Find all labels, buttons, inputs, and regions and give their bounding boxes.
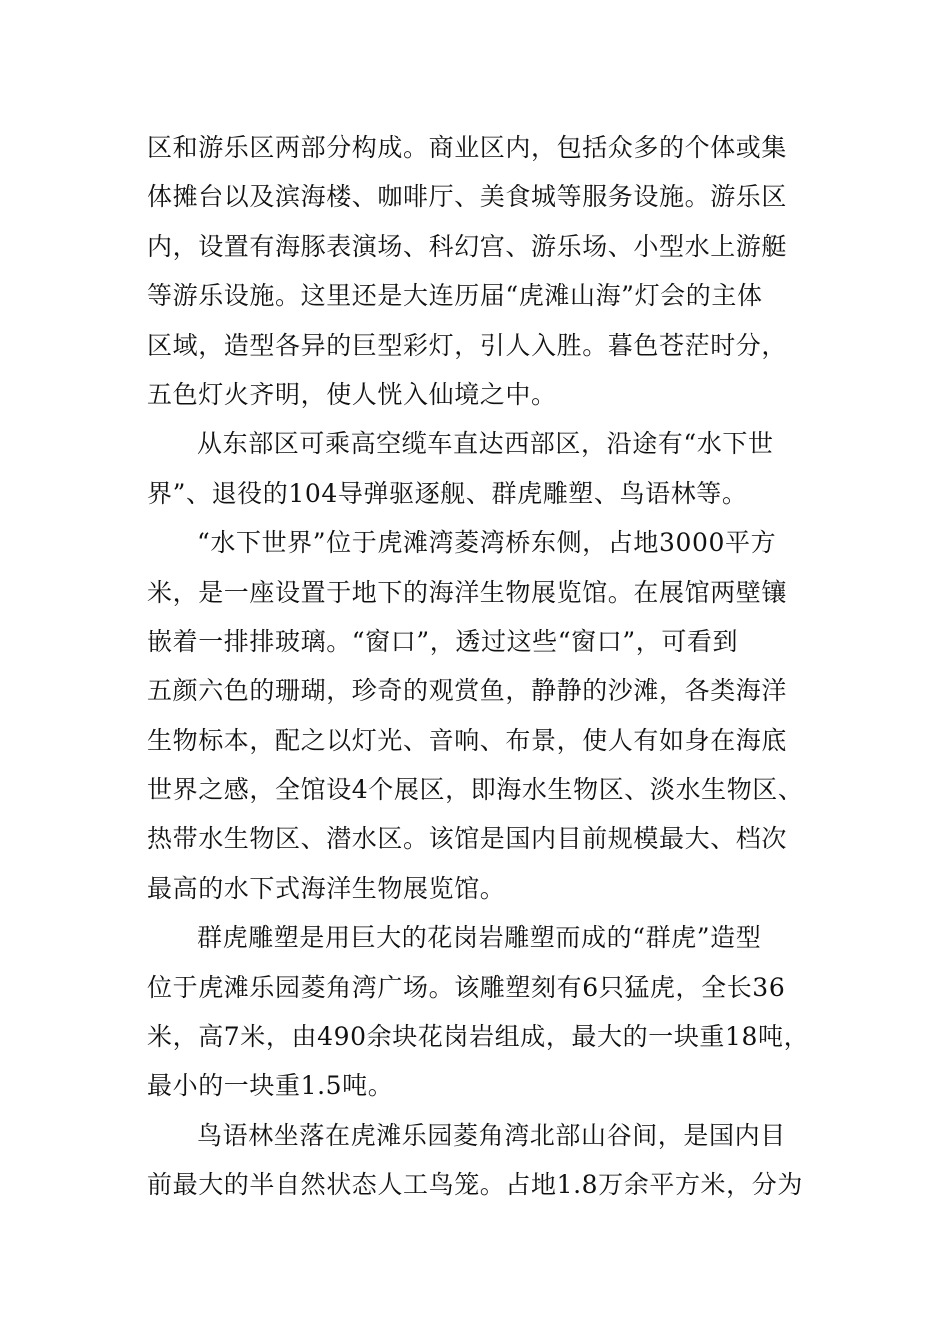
paragraph-start-line: 从东部区可乘高空缆车直达西部区，沿途有“水下世	[197, 429, 774, 459]
text-line: 五颜六色的珊瑚，珍奇的观赏鱼，静静的沙滩，各类海洋	[147, 676, 788, 706]
text-line: 米，是一座设置于地下的海洋生物展览馆。在展馆两壁镶	[147, 577, 788, 607]
text-line: 生物标本，配之以灯光、音响、布景，使人有如身在海底	[147, 725, 788, 755]
text-line: 米，高7米，由490余块花岗岩组成，最大的一块重18吨，	[147, 1022, 810, 1052]
text-line: 界”、退役的104导弹驱逐舰、群虎雕塑、鸟语林等。	[147, 478, 748, 508]
body-text	[147, 123, 827, 1210]
paragraph-start-line: 群虎雕塑是用巨大的花岗岩雕塑而成的“群虎”造型	[197, 923, 762, 953]
text-line: 前最大的半自然状态人工鸟笼。占地1.8万余平方米，分为	[147, 1170, 803, 1200]
text-line: 区域，造型各异的巨型彩灯，引人入胜。暮色苍茫时分，	[147, 330, 788, 360]
text-line: 世界之感，全馆设4个展区，即海水生物区、淡水生物区、	[147, 775, 804, 805]
text-line: 位于虎滩乐园菱角湾广场。该雕塑刻有6只猛虎，全长36	[147, 972, 786, 1002]
text-line: 热带水生物区、潜水区。该馆是国内目前规模最大、档次	[147, 824, 788, 854]
text-line: 区和游乐区两部分构成。商业区内，包括众多的个体或集	[147, 133, 788, 162]
text-line: 五色灯火齐明，使人恍入仙境之中。	[147, 379, 557, 409]
text-line: 等游乐设施。这里还是大连历届“虎滩山海”灯会的主体	[147, 281, 763, 311]
paragraph-start-line: “水下世界”位于虎滩湾菱湾桥东侧，占地3000平方	[197, 528, 777, 558]
text-line: 最高的水下式海洋生物展览馆。	[147, 873, 506, 903]
paragraph-start-line: 鸟语林坐落在虎滩乐园菱角湾北部山谷间，是国内目	[197, 1120, 786, 1150]
text-line: 体摊台以及滨海楼、咖啡厅、美食城等服务设施。游乐区	[147, 182, 788, 212]
text-line: 最小的一块重1.5吨。	[147, 1071, 394, 1101]
text-line: 嵌着一排排玻璃。“窗口”，透过这些“窗口”，可看到	[147, 626, 739, 656]
text-line: 内，设置有海豚表演场、科幻宫、游乐场、小型水上游艇	[147, 231, 788, 261]
